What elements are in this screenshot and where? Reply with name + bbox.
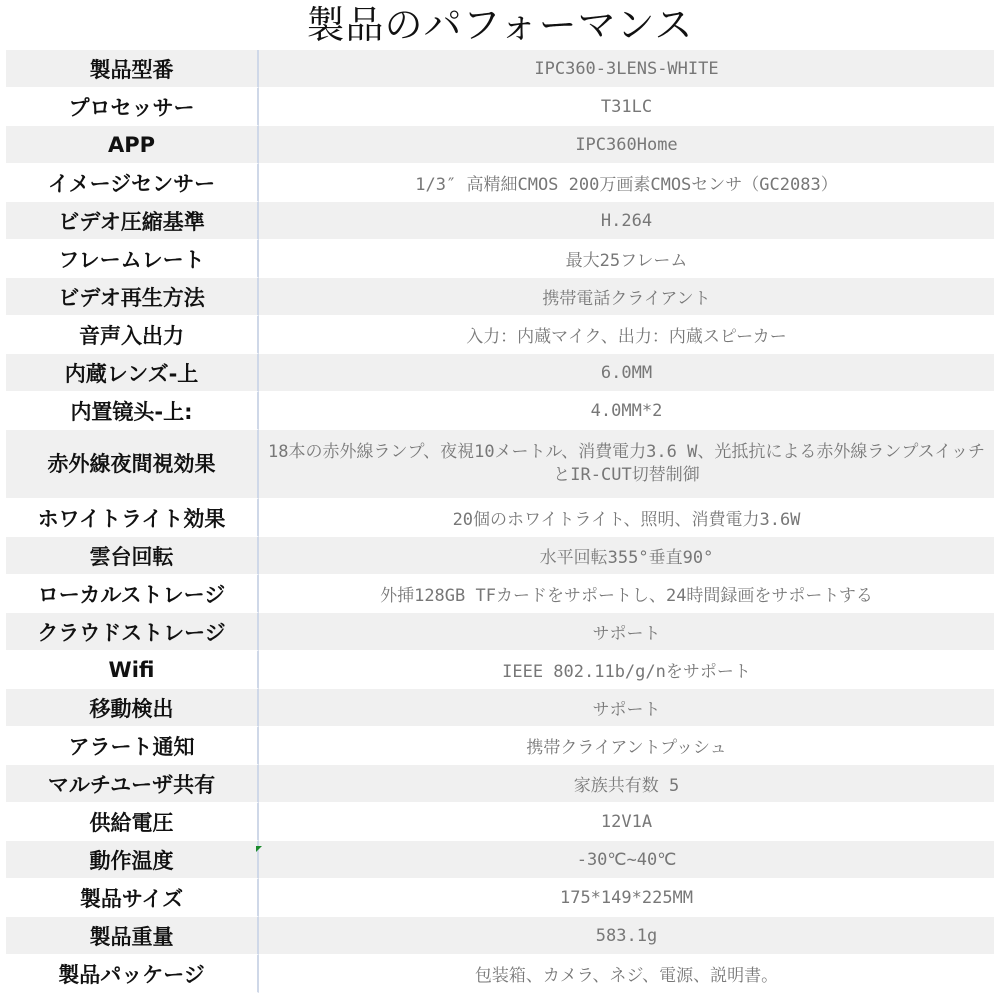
row-value: 20個のホワイトライト、照明、消費電力3.6W <box>259 499 994 537</box>
row-value: IEEE 802.11b/g/nをサポート <box>259 651 994 689</box>
table-row <box>6 727 994 765</box>
table-row <box>6 803 994 841</box>
table-row <box>6 955 994 993</box>
row-value: 水平回転355°垂直90° <box>259 537 994 575</box>
row-value: H.264 <box>259 202 994 240</box>
row-label: 製品パッケージ <box>6 955 259 993</box>
table-row <box>6 392 994 430</box>
table-row <box>6 651 994 689</box>
table-row <box>6 316 994 354</box>
row-label: 製品サイズ <box>6 879 259 917</box>
table-row <box>6 499 994 537</box>
table-row <box>6 537 994 575</box>
row-value: T31LC <box>259 88 994 126</box>
row-label: 内置镜头-上: <box>6 392 259 430</box>
row-label: 移動検出 <box>6 689 259 727</box>
row-value: 家族共有数 5 <box>259 765 994 803</box>
table-row <box>6 689 994 727</box>
row-value: IPC360Home <box>259 126 994 164</box>
row-label: 製品型番 <box>6 50 259 88</box>
table-row <box>6 50 994 88</box>
spec-table-body <box>6 50 994 993</box>
table-row <box>6 613 994 651</box>
row-value: 6.0MM <box>259 354 994 392</box>
row-label: Wifi <box>6 651 259 689</box>
table-row <box>6 430 994 499</box>
row-label: マルチユーザ共有 <box>6 765 259 803</box>
row-label: 雲台回転 <box>6 537 259 575</box>
table-row <box>6 126 994 164</box>
table-row <box>6 202 994 240</box>
row-label: APP <box>6 126 259 164</box>
row-value: 携帯電話クライアント <box>259 278 994 316</box>
row-value: 入力：内蔵マイク、出力：内蔵スピーカー <box>259 316 994 354</box>
table-row <box>6 841 994 879</box>
table-row <box>6 164 994 202</box>
row-label: ホワイトライト効果 <box>6 499 259 537</box>
page-title: 製品のパフォーマンス <box>306 3 694 47</box>
row-value: 12V1A <box>259 803 994 841</box>
row-label: ビデオ再生方法 <box>6 278 259 316</box>
row-value: 1/3″ 高精細CMOS 200万画素CMOSセンサ（GC2083） <box>259 164 994 202</box>
row-value: IPC360-3LENS-WHITE <box>259 50 994 88</box>
row-label: ビデオ圧縮基準 <box>6 202 259 240</box>
row-value: -30℃~40℃ <box>259 841 994 879</box>
row-value: 18本の赤外線ランプ、夜視10メートル、消費電力3.6 W、光抵抗による赤外線ランプスイッチとIR-CUT切替制御 <box>259 430 994 499</box>
row-value: 携帯クライアントプッシュ <box>259 727 994 765</box>
row-label: イメージセンサー <box>6 164 259 202</box>
row-value: 583.1g <box>259 917 994 955</box>
table-row <box>6 278 994 316</box>
row-value: 最大25フレーム <box>259 240 994 278</box>
table-row <box>6 765 994 803</box>
row-value: 4.0MM*2 <box>259 392 994 430</box>
row-value: 175*149*225MM <box>259 879 994 917</box>
row-label: アラート通知 <box>6 727 259 765</box>
table-row <box>6 240 994 278</box>
row-value: サポート <box>259 613 994 651</box>
table-row <box>6 917 994 955</box>
row-label: 赤外線夜間視効果 <box>6 430 259 499</box>
row-label: 音声入出力 <box>6 316 259 354</box>
row-label: クラウドストレージ <box>6 613 259 651</box>
table-row <box>6 354 994 392</box>
cell-corner-marker <box>256 846 262 852</box>
row-label: 製品重量 <box>6 917 259 955</box>
spec-table <box>6 50 994 993</box>
table-row <box>6 879 994 917</box>
row-value: サポート <box>259 689 994 727</box>
row-label: 動作温度 <box>6 841 259 879</box>
row-label: 供給電圧 <box>6 803 259 841</box>
table-row <box>6 575 994 613</box>
row-label: ローカルストレージ <box>6 575 259 613</box>
row-value: 外挿128GB TFカードをサポートし、24時間録画をサポートする <box>259 575 994 613</box>
row-value: 包装箱、カメラ、ネジ、電源、説明書。 <box>259 955 994 993</box>
row-label: 内蔵レンズ-上 <box>6 354 259 392</box>
row-label: プロセッサー <box>6 88 259 126</box>
row-label: フレームレート <box>6 240 259 278</box>
table-row <box>6 88 994 126</box>
